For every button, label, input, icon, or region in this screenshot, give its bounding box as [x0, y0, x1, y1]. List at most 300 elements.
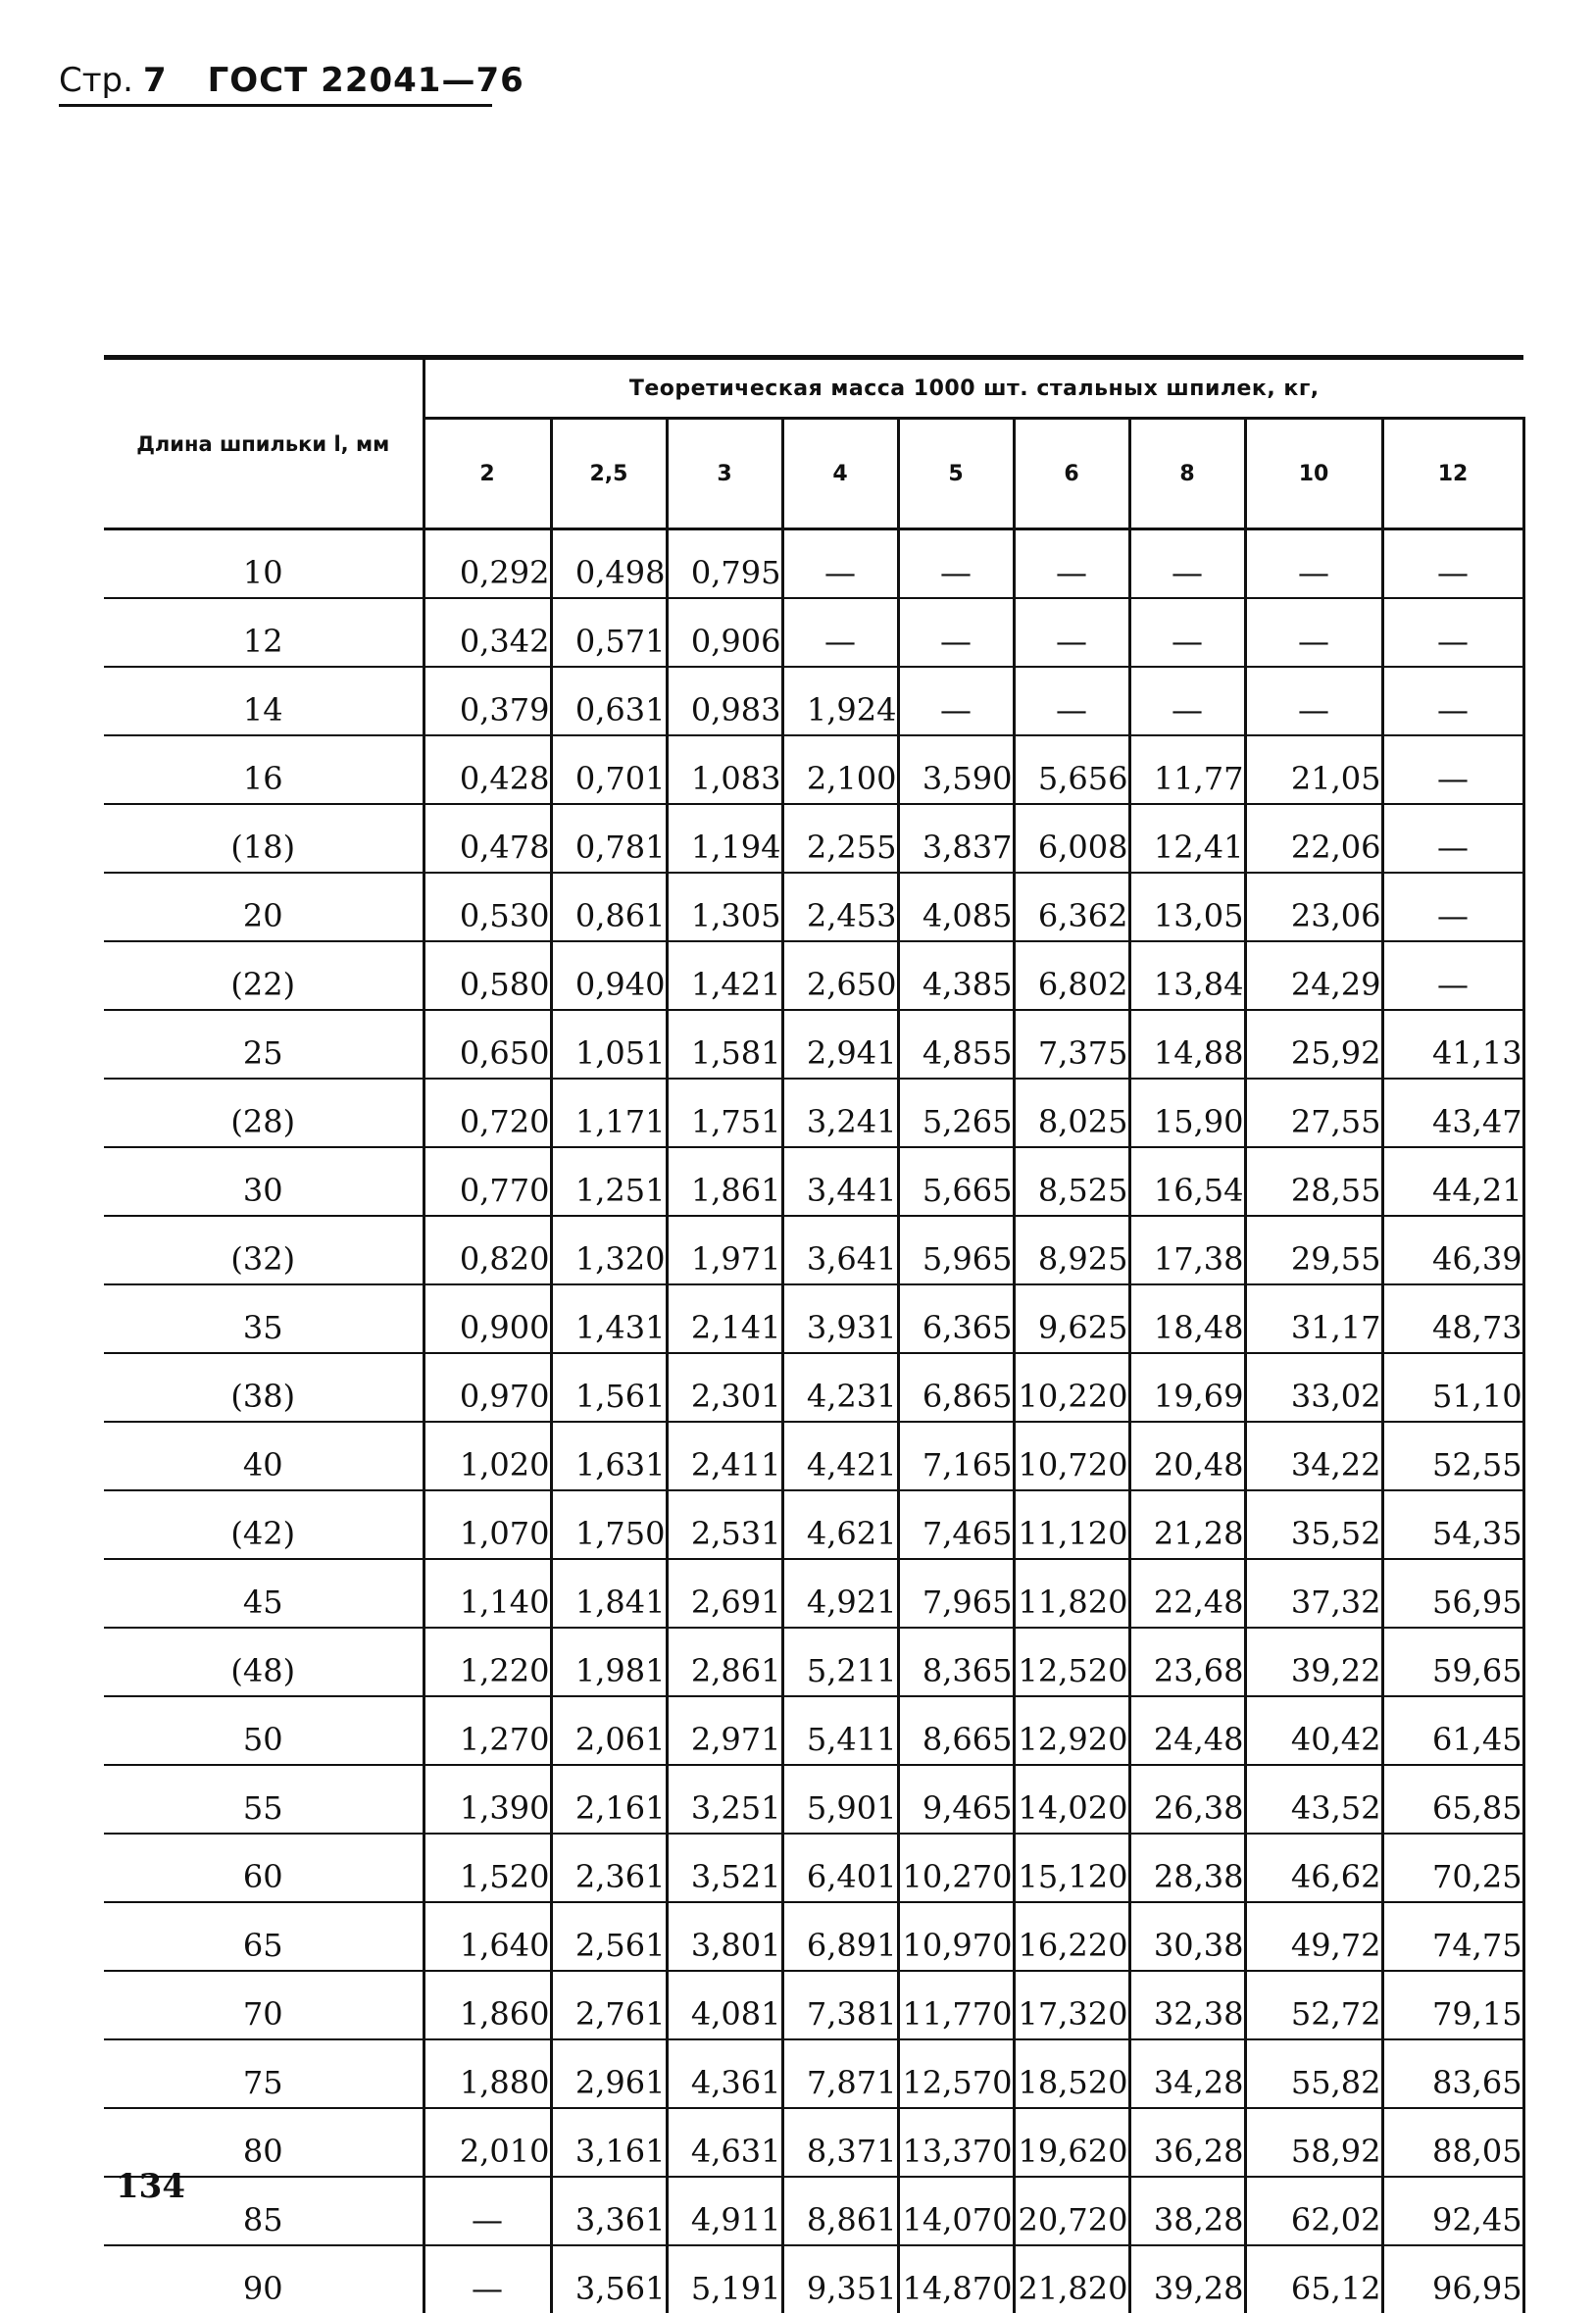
mass-cell: 5,411 — [782, 1696, 898, 1765]
mass-cell: 6,365 — [898, 1284, 1014, 1353]
table-row — [104, 1834, 1523, 1902]
mass-cell: 56,95 — [1382, 1559, 1523, 1628]
table-row — [104, 2245, 1523, 2313]
mass-cell: 7,965 — [898, 1559, 1014, 1628]
mass-cell: — — [1014, 667, 1129, 735]
mass-cell: 2,961 — [551, 2039, 667, 2108]
mass-cell: 59,65 — [1382, 1628, 1523, 1696]
mass-cell: — — [1382, 804, 1523, 873]
mass-cell: — — [782, 598, 898, 667]
mass-column-header: Теоретическая масса 1000 шт. стальных шпилек, кг, — [424, 358, 1523, 419]
mass-cell: 1,251 — [551, 1147, 667, 1216]
mass-cell: 7,165 — [898, 1422, 1014, 1490]
mass-cell: 0,530 — [424, 873, 551, 941]
mass-cell: 2,255 — [782, 804, 898, 873]
mass-cell: 37,32 — [1245, 1559, 1382, 1628]
mass-cell: — — [1245, 598, 1382, 667]
table-row — [104, 1147, 1523, 1216]
diameter-header: 2 — [424, 419, 551, 529]
length-cell: 80 — [104, 2108, 424, 2177]
mass-cell: 51,10 — [1382, 1353, 1523, 1422]
mass-cell: 1,861 — [667, 1147, 782, 1216]
mass-cell: — — [782, 529, 898, 599]
mass-cell: — — [1129, 598, 1245, 667]
mass-cell: 6,891 — [782, 1902, 898, 1971]
mass-cell: 24,29 — [1245, 941, 1382, 1010]
mass-cell: 8,365 — [898, 1628, 1014, 1696]
mass-cell: 1,581 — [667, 1010, 782, 1079]
diameter-header: 2,5 — [551, 419, 667, 529]
mass-cell: 4,421 — [782, 1422, 898, 1490]
mass-cell: 1,751 — [667, 1079, 782, 1147]
length-cell: (42) — [104, 1490, 424, 1559]
mass-cell: 6,802 — [1014, 941, 1129, 1010]
table-row — [104, 1284, 1523, 1353]
mass-cell: 65,85 — [1382, 1765, 1523, 1834]
mass-cell: 13,370 — [898, 2108, 1014, 2177]
mass-cell: 0,900 — [424, 1284, 551, 1353]
length-cell: 25 — [104, 1010, 424, 1079]
mass-cell: 2,141 — [667, 1284, 782, 1353]
mass-cell: 8,025 — [1014, 1079, 1129, 1147]
mass-cell: 18,48 — [1129, 1284, 1245, 1353]
mass-cell: 21,820 — [1014, 2245, 1129, 2313]
mass-cell: 17,320 — [1014, 1971, 1129, 2039]
mass-cell: 5,265 — [898, 1079, 1014, 1147]
diameter-header: 6 — [1014, 419, 1129, 529]
mass-cell: 9,625 — [1014, 1284, 1129, 1353]
mass-cell: — — [1014, 598, 1129, 667]
page-number: 134 — [116, 2167, 185, 2206]
mass-cell: 1,640 — [424, 1902, 551, 1971]
mass-cell: 16,54 — [1129, 1147, 1245, 1216]
page-label: Стр. — [59, 61, 133, 100]
mass-cell: — — [1382, 529, 1523, 599]
table-row — [104, 2108, 1523, 2177]
mass-cell: 1,841 — [551, 1559, 667, 1628]
length-cell: 14 — [104, 667, 424, 735]
mass-cell: 6,008 — [1014, 804, 1129, 873]
mass-cell: 26,38 — [1129, 1765, 1245, 1834]
mass-cell: 2,061 — [551, 1696, 667, 1765]
diameter-header: 10 — [1245, 419, 1382, 529]
table-row — [104, 2177, 1523, 2245]
mass-cell: 5,191 — [667, 2245, 782, 2313]
mass-cell: 30,38 — [1129, 1902, 1245, 1971]
mass-cell: 1,431 — [551, 1284, 667, 1353]
table-row — [104, 804, 1523, 873]
mass-cell: 1,083 — [667, 735, 782, 804]
mass-cell: 2,650 — [782, 941, 898, 1010]
mass-cell: — — [1129, 667, 1245, 735]
mass-cell: 61,45 — [1382, 1696, 1523, 1765]
mass-cell: 0,940 — [551, 941, 667, 1010]
diameter-header: 5 — [898, 419, 1014, 529]
mass-cell: 0,983 — [667, 667, 782, 735]
mass-cell: 92,45 — [1382, 2177, 1523, 2245]
table-row — [104, 2039, 1523, 2108]
page-header — [59, 61, 492, 107]
length-cell: (28) — [104, 1079, 424, 1147]
mass-cell: 5,211 — [782, 1628, 898, 1696]
table-row — [104, 873, 1523, 941]
mass-cell: 8,371 — [782, 2108, 898, 2177]
mass-cell: 18,520 — [1014, 2039, 1129, 2108]
mass-cell: 1,981 — [551, 1628, 667, 1696]
mass-cell: 1,070 — [424, 1490, 551, 1559]
mass-cell: 5,656 — [1014, 735, 1129, 804]
mass-cell: 0,292 — [424, 529, 551, 599]
length-cell: 20 — [104, 873, 424, 941]
table-row — [104, 1971, 1523, 2039]
length-cell: (22) — [104, 941, 424, 1010]
mass-cell: 1,320 — [551, 1216, 667, 1284]
mass-cell: 8,861 — [782, 2177, 898, 2245]
length-cell: 70 — [104, 1971, 424, 2039]
mass-cell: 19,620 — [1014, 2108, 1129, 2177]
mass-cell: 2,941 — [782, 1010, 898, 1079]
mass-table — [104, 355, 1525, 2313]
mass-cell: 2,861 — [667, 1628, 782, 1696]
mass-cell: 55,82 — [1245, 2039, 1382, 2108]
mass-cell: 2,361 — [551, 1834, 667, 1902]
mass-cell: 41,13 — [1382, 1010, 1523, 1079]
mass-cell: 48,73 — [1382, 1284, 1523, 1353]
mass-cell: — — [898, 598, 1014, 667]
mass-cell: 1,561 — [551, 1353, 667, 1422]
mass-cell: — — [1245, 667, 1382, 735]
mass-cell: 34,28 — [1129, 2039, 1245, 2108]
mass-cell: 62,02 — [1245, 2177, 1382, 2245]
mass-cell: 1,140 — [424, 1559, 551, 1628]
mass-cell: 1,421 — [667, 941, 782, 1010]
length-cell: (32) — [104, 1216, 424, 1284]
mass-cell: 54,35 — [1382, 1490, 1523, 1559]
mass-cell: 1,051 — [551, 1010, 667, 1079]
mass-cell: 12,520 — [1014, 1628, 1129, 1696]
mass-cell: — — [1382, 667, 1523, 735]
table-body — [104, 529, 1523, 2313]
mass-cell: 8,525 — [1014, 1147, 1129, 1216]
mass-cell: 88,05 — [1382, 2108, 1523, 2177]
mass-cell: 2,100 — [782, 735, 898, 804]
mass-cell: 21,05 — [1245, 735, 1382, 804]
table-row — [104, 1765, 1523, 1834]
mass-cell: 0,770 — [424, 1147, 551, 1216]
mass-cell: 0,379 — [424, 667, 551, 735]
mass-cell: 0,571 — [551, 598, 667, 667]
mass-cell: 44,21 — [1382, 1147, 1523, 1216]
mass-cell: 12,920 — [1014, 1696, 1129, 1765]
mass-cell: 2,531 — [667, 1490, 782, 1559]
mass-cell: 52,55 — [1382, 1422, 1523, 1490]
mass-cell: 35,52 — [1245, 1490, 1382, 1559]
table-row — [104, 1559, 1523, 1628]
mass-cell: 12,570 — [898, 2039, 1014, 2108]
table-row — [104, 1079, 1523, 1147]
mass-cell: 3,931 — [782, 1284, 898, 1353]
mass-cell: 1,270 — [424, 1696, 551, 1765]
mass-cell: — — [1382, 735, 1523, 804]
mass-cell: 2,971 — [667, 1696, 782, 1765]
mass-cell: 43,47 — [1382, 1079, 1523, 1147]
mass-cell: 10,970 — [898, 1902, 1014, 1971]
mass-cell: 14,870 — [898, 2245, 1014, 2313]
mass-cell: 1,194 — [667, 804, 782, 873]
mass-cell: 36,28 — [1129, 2108, 1245, 2177]
mass-cell: 24,48 — [1129, 1696, 1245, 1765]
mass-cell: 14,020 — [1014, 1765, 1129, 1834]
mass-cell: — — [1382, 598, 1523, 667]
mass-cell: — — [1382, 873, 1523, 941]
mass-cell: 74,75 — [1382, 1902, 1523, 1971]
length-cell: 10 — [104, 529, 424, 599]
mass-cell: 33,02 — [1245, 1353, 1382, 1422]
mass-cell: 4,385 — [898, 941, 1014, 1010]
mass-cell: 39,28 — [1129, 2245, 1245, 2313]
mass-cell: 31,17 — [1245, 1284, 1382, 1353]
mass-cell: 1,971 — [667, 1216, 782, 1284]
mass-cell: 5,665 — [898, 1147, 1014, 1216]
table-row — [104, 1696, 1523, 1765]
mass-cell: 0,906 — [667, 598, 782, 667]
length-cell: 30 — [104, 1147, 424, 1216]
table-row — [104, 735, 1523, 804]
mass-cell: 13,05 — [1129, 873, 1245, 941]
mass-cell: 15,120 — [1014, 1834, 1129, 1902]
mass-cell: 6,401 — [782, 1834, 898, 1902]
mass-cell: 0,428 — [424, 735, 551, 804]
mass-cell: 14,88 — [1129, 1010, 1245, 1079]
mass-cell: 27,55 — [1245, 1079, 1382, 1147]
mass-cell: 79,15 — [1382, 1971, 1523, 2039]
mass-cell: 0,720 — [424, 1079, 551, 1147]
mass-cell: 15,90 — [1129, 1079, 1245, 1147]
mass-cell: 4,085 — [898, 873, 1014, 941]
table-row — [104, 1353, 1523, 1422]
mass-cell: 1,880 — [424, 2039, 551, 2108]
mass-cell: 28,38 — [1129, 1834, 1245, 1902]
mass-cell: 46,62 — [1245, 1834, 1382, 1902]
mass-cell: 11,77 — [1129, 735, 1245, 804]
mass-cell: 0,478 — [424, 804, 551, 873]
mass-cell: 3,521 — [667, 1834, 782, 1902]
mass-cell: 28,55 — [1245, 1147, 1382, 1216]
mass-cell: 49,72 — [1245, 1902, 1382, 1971]
mass-cell: 22,06 — [1245, 804, 1382, 873]
mass-cell: 6,362 — [1014, 873, 1129, 941]
mass-cell: — — [898, 667, 1014, 735]
table-row — [104, 1216, 1523, 1284]
mass-cell: 65,12 — [1245, 2245, 1382, 2313]
table-row — [104, 1490, 1523, 1559]
mass-cell: 46,39 — [1382, 1216, 1523, 1284]
diameter-header: 4 — [782, 419, 898, 529]
mass-cell: 23,06 — [1245, 873, 1382, 941]
mass-cell: 3,561 — [551, 2245, 667, 2313]
mass-cell: 3,161 — [551, 2108, 667, 2177]
mass-cell: — — [424, 2177, 551, 2245]
mass-cell: 1,750 — [551, 1490, 667, 1559]
standard-id: ГОСТ 22041—76 — [208, 61, 524, 100]
mass-cell: — — [1382, 941, 1523, 1010]
mass-cell: 3,361 — [551, 2177, 667, 2245]
table-row — [104, 1902, 1523, 1971]
length-cell: 35 — [104, 1284, 424, 1353]
mass-cell: 4,921 — [782, 1559, 898, 1628]
mass-cell: 1,860 — [424, 1971, 551, 2039]
mass-cell: 43,52 — [1245, 1765, 1382, 1834]
mass-cell: 4,911 — [667, 2177, 782, 2245]
mass-cell: 3,801 — [667, 1902, 782, 1971]
mass-cell: 20,48 — [1129, 1422, 1245, 1490]
length-cell: 40 — [104, 1422, 424, 1490]
mass-cell: 3,837 — [898, 804, 1014, 873]
mass-cell: 2,161 — [551, 1765, 667, 1834]
mass-cell: 10,220 — [1014, 1353, 1129, 1422]
mass-cell: 29,55 — [1245, 1216, 1382, 1284]
mass-cell: 11,120 — [1014, 1490, 1129, 1559]
table-row — [104, 1422, 1523, 1490]
mass-cell: 10,270 — [898, 1834, 1014, 1902]
mass-cell: 21,28 — [1129, 1490, 1245, 1559]
mass-cell: 0,342 — [424, 598, 551, 667]
mass-cell: 2,453 — [782, 873, 898, 941]
mass-cell: 20,720 — [1014, 2177, 1129, 2245]
mass-cell: 3,241 — [782, 1079, 898, 1147]
mass-cell: 0,795 — [667, 529, 782, 599]
length-cell: 60 — [104, 1834, 424, 1902]
mass-cell: 6,865 — [898, 1353, 1014, 1422]
length-cell: 90 — [104, 2245, 424, 2313]
length-column-header: Длина шпильки l, мм — [104, 358, 424, 529]
mass-cell: 14,070 — [898, 2177, 1014, 2245]
length-cell: (18) — [104, 804, 424, 873]
mass-cell: 2,010 — [424, 2108, 551, 2177]
length-cell: 12 — [104, 598, 424, 667]
mass-cell: 17,38 — [1129, 1216, 1245, 1284]
mass-cell: 1,220 — [424, 1628, 551, 1696]
mass-cell: 0,650 — [424, 1010, 551, 1079]
mass-cell: 8,665 — [898, 1696, 1014, 1765]
table-row — [104, 941, 1523, 1010]
mass-cell: 0,781 — [551, 804, 667, 873]
length-cell: (38) — [104, 1353, 424, 1422]
mass-cell: — — [898, 529, 1014, 599]
mass-cell: 9,351 — [782, 2245, 898, 2313]
page-label-number: 7 — [143, 61, 167, 100]
table-row — [104, 529, 1523, 599]
length-cell: 65 — [104, 1902, 424, 1971]
mass-cell: 2,301 — [667, 1353, 782, 1422]
length-cell: 50 — [104, 1696, 424, 1765]
mass-cell: 3,441 — [782, 1147, 898, 1216]
mass-cell: 4,631 — [667, 2108, 782, 2177]
length-cell: 45 — [104, 1559, 424, 1628]
mass-cell: 4,081 — [667, 1971, 782, 2039]
mass-cell: 4,361 — [667, 2039, 782, 2108]
mass-cell: 25,92 — [1245, 1010, 1382, 1079]
mass-cell: 2,411 — [667, 1422, 782, 1490]
mass-cell: 38,28 — [1129, 2177, 1245, 2245]
mass-cell: 11,770 — [898, 1971, 1014, 2039]
mass-cell: 5,901 — [782, 1765, 898, 1834]
table-row — [104, 598, 1523, 667]
length-cell: 75 — [104, 2039, 424, 2108]
mass-cell: — — [1014, 529, 1129, 599]
mass-cell: 23,68 — [1129, 1628, 1245, 1696]
mass-cell: 1,390 — [424, 1765, 551, 1834]
mass-cell: 7,465 — [898, 1490, 1014, 1559]
mass-cell: 10,720 — [1014, 1422, 1129, 1490]
length-cell: 16 — [104, 735, 424, 804]
diameter-header: 3 — [667, 419, 782, 529]
mass-cell: 7,871 — [782, 2039, 898, 2108]
mass-cell: 1,020 — [424, 1422, 551, 1490]
mass-cell: 16,220 — [1014, 1902, 1129, 1971]
mass-cell: 0,580 — [424, 941, 551, 1010]
mass-cell: 1,924 — [782, 667, 898, 735]
mass-cell: 0,701 — [551, 735, 667, 804]
mass-cell: 52,72 — [1245, 1971, 1382, 2039]
mass-cell: — — [1129, 529, 1245, 599]
mass-cell: 7,381 — [782, 1971, 898, 2039]
mass-cell: 40,42 — [1245, 1696, 1382, 1765]
mass-cell: 2,761 — [551, 1971, 667, 2039]
mass-cell: 3,590 — [898, 735, 1014, 804]
length-cell: (48) — [104, 1628, 424, 1696]
mass-cell: 39,22 — [1245, 1628, 1382, 1696]
mass-cell: 5,965 — [898, 1216, 1014, 1284]
mass-cell: 3,251 — [667, 1765, 782, 1834]
mass-cell: 3,641 — [782, 1216, 898, 1284]
mass-cell: 4,855 — [898, 1010, 1014, 1079]
mass-cell: 32,38 — [1129, 1971, 1245, 2039]
length-cell: 85 — [104, 2177, 424, 2245]
mass-cell: 1,520 — [424, 1834, 551, 1902]
mass-cell: 1,171 — [551, 1079, 667, 1147]
table-row — [104, 667, 1523, 735]
mass-cell: 11,820 — [1014, 1559, 1129, 1628]
diameter-header: 8 — [1129, 419, 1245, 529]
table-row — [104, 1628, 1523, 1696]
length-cell: 55 — [104, 1765, 424, 1834]
mass-cell: 19,69 — [1129, 1353, 1245, 1422]
mass-cell: 0,498 — [551, 529, 667, 599]
table-row — [104, 1010, 1523, 1079]
mass-cell: 4,231 — [782, 1353, 898, 1422]
mass-cell: 22,48 — [1129, 1559, 1245, 1628]
mass-cell: 1,305 — [667, 873, 782, 941]
mass-cell: 4,621 — [782, 1490, 898, 1559]
diameter-header: 12 — [1382, 419, 1523, 529]
mass-cell: — — [424, 2245, 551, 2313]
mass-cell: 0,861 — [551, 873, 667, 941]
mass-cell: 58,92 — [1245, 2108, 1382, 2177]
mass-cell: 0,820 — [424, 1216, 551, 1284]
mass-cell: 0,631 — [551, 667, 667, 735]
mass-cell: 70,25 — [1382, 1834, 1523, 1902]
mass-cell: 13,84 — [1129, 941, 1245, 1010]
mass-cell: 2,691 — [667, 1559, 782, 1628]
mass-cell: 2,561 — [551, 1902, 667, 1971]
mass-cell: 83,65 — [1382, 2039, 1523, 2108]
mass-cell: 12,41 — [1129, 804, 1245, 873]
mass-cell: 96,95 — [1382, 2245, 1523, 2313]
mass-cell: 1,631 — [551, 1422, 667, 1490]
mass-cell: 34,22 — [1245, 1422, 1382, 1490]
mass-cell: 0,970 — [424, 1353, 551, 1422]
